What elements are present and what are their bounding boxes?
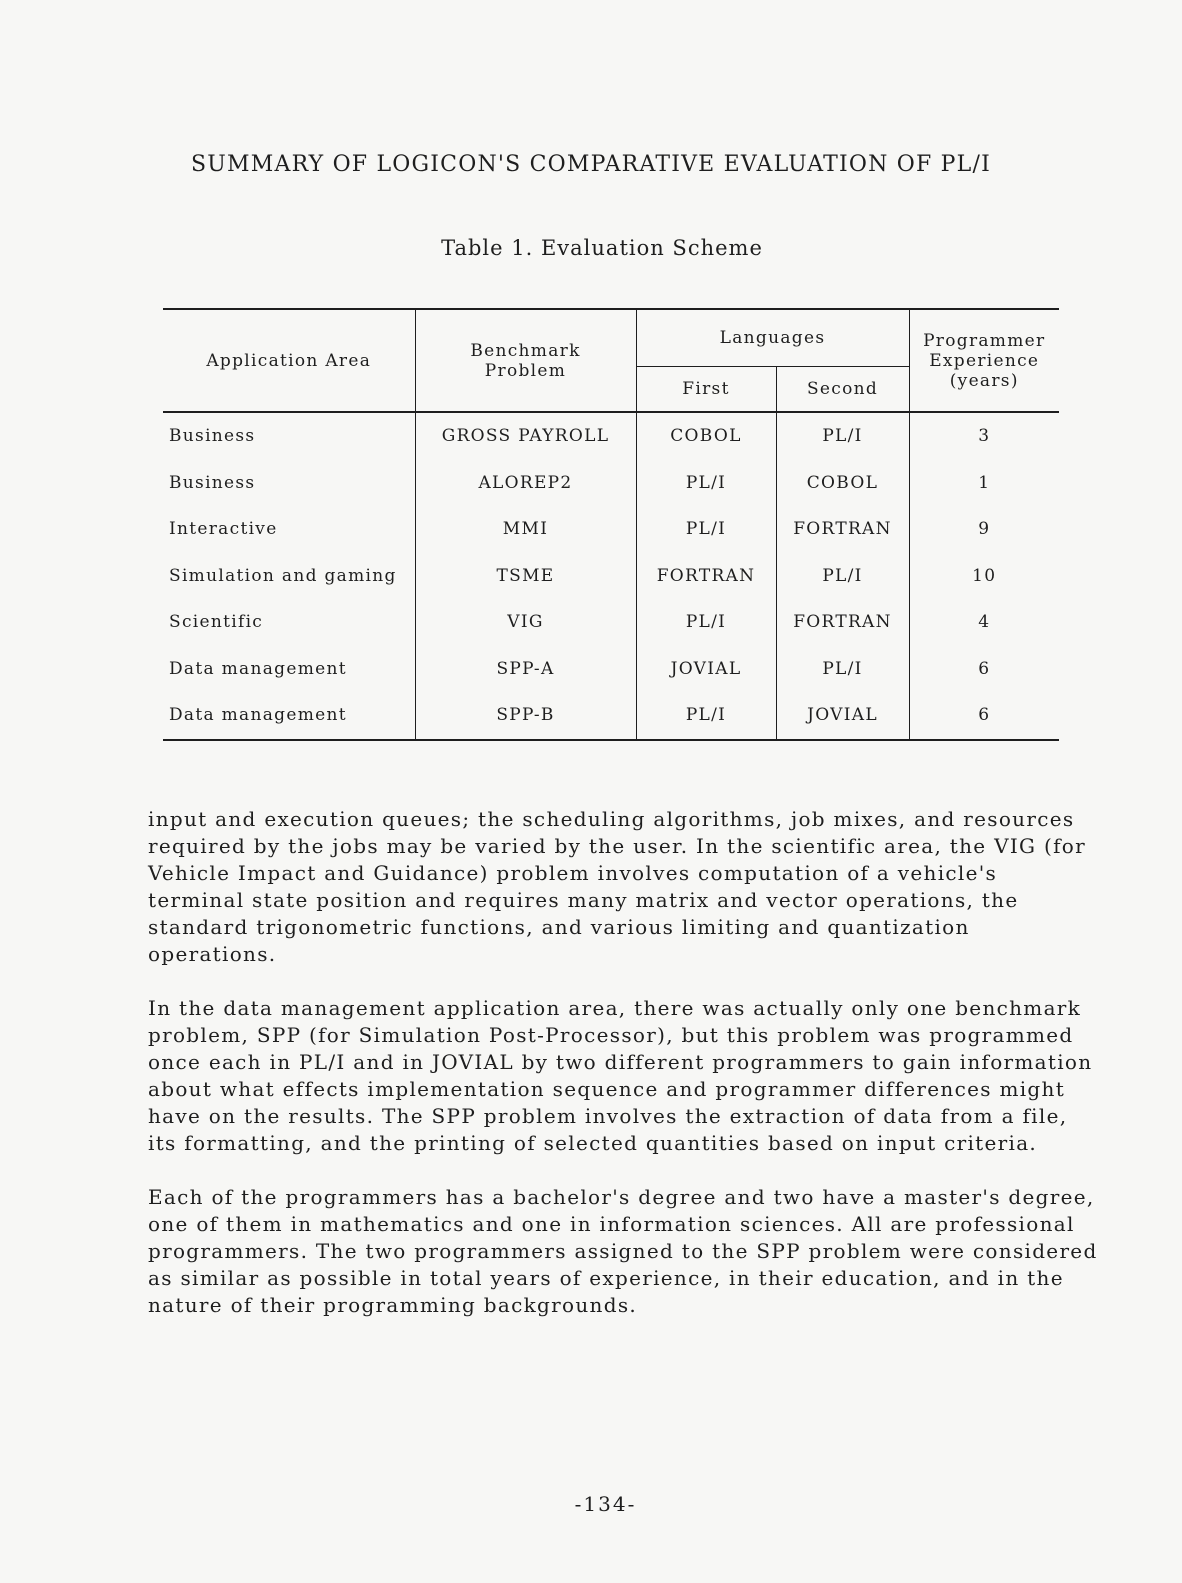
cell-area: Simulation and gaming <box>163 553 415 600</box>
paragraph: input and execution queues; the scheduling algorithms, job mixes, and resources required by the jobs may be varied by the user. In the scientific area, the VIG (for Vehicle Impact and Guidance) problem involves computation of a vehicle's terminal state position and requires many matrix and vector operations, the standard trigonometric functions, and various limiting and quantization operations. <box>148 807 1086 966</box>
table-row <box>163 506 1059 553</box>
cell-first-language: COBOL <box>636 412 776 460</box>
cell-area: Scientific <box>163 599 415 646</box>
cell-years: 10 <box>972 565 997 586</box>
table-caption: Table 1. Evaluation Scheme <box>441 236 763 260</box>
header-experience-line2: Experience <box>929 350 1040 371</box>
cell-first-language: PL/I <box>636 506 776 553</box>
cell-area: Business <box>163 460 415 507</box>
cell-years: 9 <box>978 519 991 540</box>
cell-area: Interactive <box>163 506 415 553</box>
cell-benchmark: SPP-A <box>415 646 636 693</box>
cell-benchmark: VIG <box>415 599 636 646</box>
paragraph: Each of the programmers has a bachelor's degree and two have a master's degree, one of them in mathematics and one in information sciences. All are professional programmers. The two programmers assigned to the SPP problem were considered as similar as possible in total years of experience, in their education, and in the nature of their programming backgrounds. <box>148 1185 1098 1317</box>
table-row <box>163 646 1059 693</box>
header-benchmark-line2: Problem <box>484 360 567 381</box>
header-languages: Languages <box>636 309 909 367</box>
cell-first-language: JOVIAL <box>636 646 776 693</box>
cell-years: 3 <box>978 426 991 447</box>
header-programmer-experience <box>909 309 1059 412</box>
header-experience-line3: (years) <box>949 370 1019 391</box>
header-application-area: Application Area <box>163 309 415 412</box>
cell-first-language: PL/I <box>636 460 776 507</box>
table-row <box>163 599 1059 646</box>
cell-first-language: PL/I <box>636 599 776 646</box>
cell-second-language: COBOL <box>776 460 909 507</box>
header-benchmark-line1: Benchmark <box>470 340 581 361</box>
cell-years: 6 <box>978 658 991 679</box>
cell-years: 4 <box>978 612 991 633</box>
cell-benchmark: GROSS PAYROLL <box>415 412 636 460</box>
cell-first-language: PL/I <box>636 692 776 740</box>
paragraph: In the data management application area, there was actually only one benchmark problem, SPP (for Simulation Post-Processor), but this problem was programmed once each in PL/I and in JOVIAL by two different programmers to gain information about what effects implementation sequence and programmer differences might have on the results. The SPP problem involves the extraction of data from a file, its formatting, and the printing of selected quantities based on input criteria. <box>148 996 1093 1155</box>
cell-years: 6 <box>909 692 1059 740</box>
cell-second-language: PL/I <box>776 553 909 600</box>
table-row <box>163 553 1059 600</box>
table-row <box>163 460 1059 507</box>
page-title: SUMMARY OF LOGICON'S COMPARATIVE EVALUATION OF PL/I <box>191 152 991 177</box>
body-text <box>148 806 1098 1346</box>
cell-benchmark: SPP-B <box>415 692 636 740</box>
cell-second-language: FORTRAN <box>776 599 909 646</box>
header-benchmark-problem <box>415 309 636 412</box>
cell-years: 1 <box>978 472 991 493</box>
cell-area: Data management <box>163 646 415 693</box>
cell-first-language: FORTRAN <box>636 553 776 600</box>
page-number: -134- <box>574 1492 637 1516</box>
evaluation-table <box>163 308 1059 741</box>
table-row <box>163 412 1059 460</box>
cell-second-language: JOVIAL <box>776 692 909 740</box>
cell-second-language: PL/I <box>776 412 909 460</box>
cell-second-language: FORTRAN <box>776 506 909 553</box>
cell-benchmark: MMI <box>415 506 636 553</box>
cell-area: Data management <box>163 692 415 740</box>
cell-benchmark: TSME <box>415 553 636 600</box>
cell-benchmark: ALOREP2 <box>415 460 636 507</box>
cell-area: Business <box>163 412 415 460</box>
table-row <box>163 692 1059 740</box>
header-experience-line1: Programmer <box>923 330 1046 351</box>
header-second-language: Second <box>776 367 909 413</box>
cell-second-language: PL/I <box>776 646 909 693</box>
header-first-language: First <box>636 367 776 413</box>
